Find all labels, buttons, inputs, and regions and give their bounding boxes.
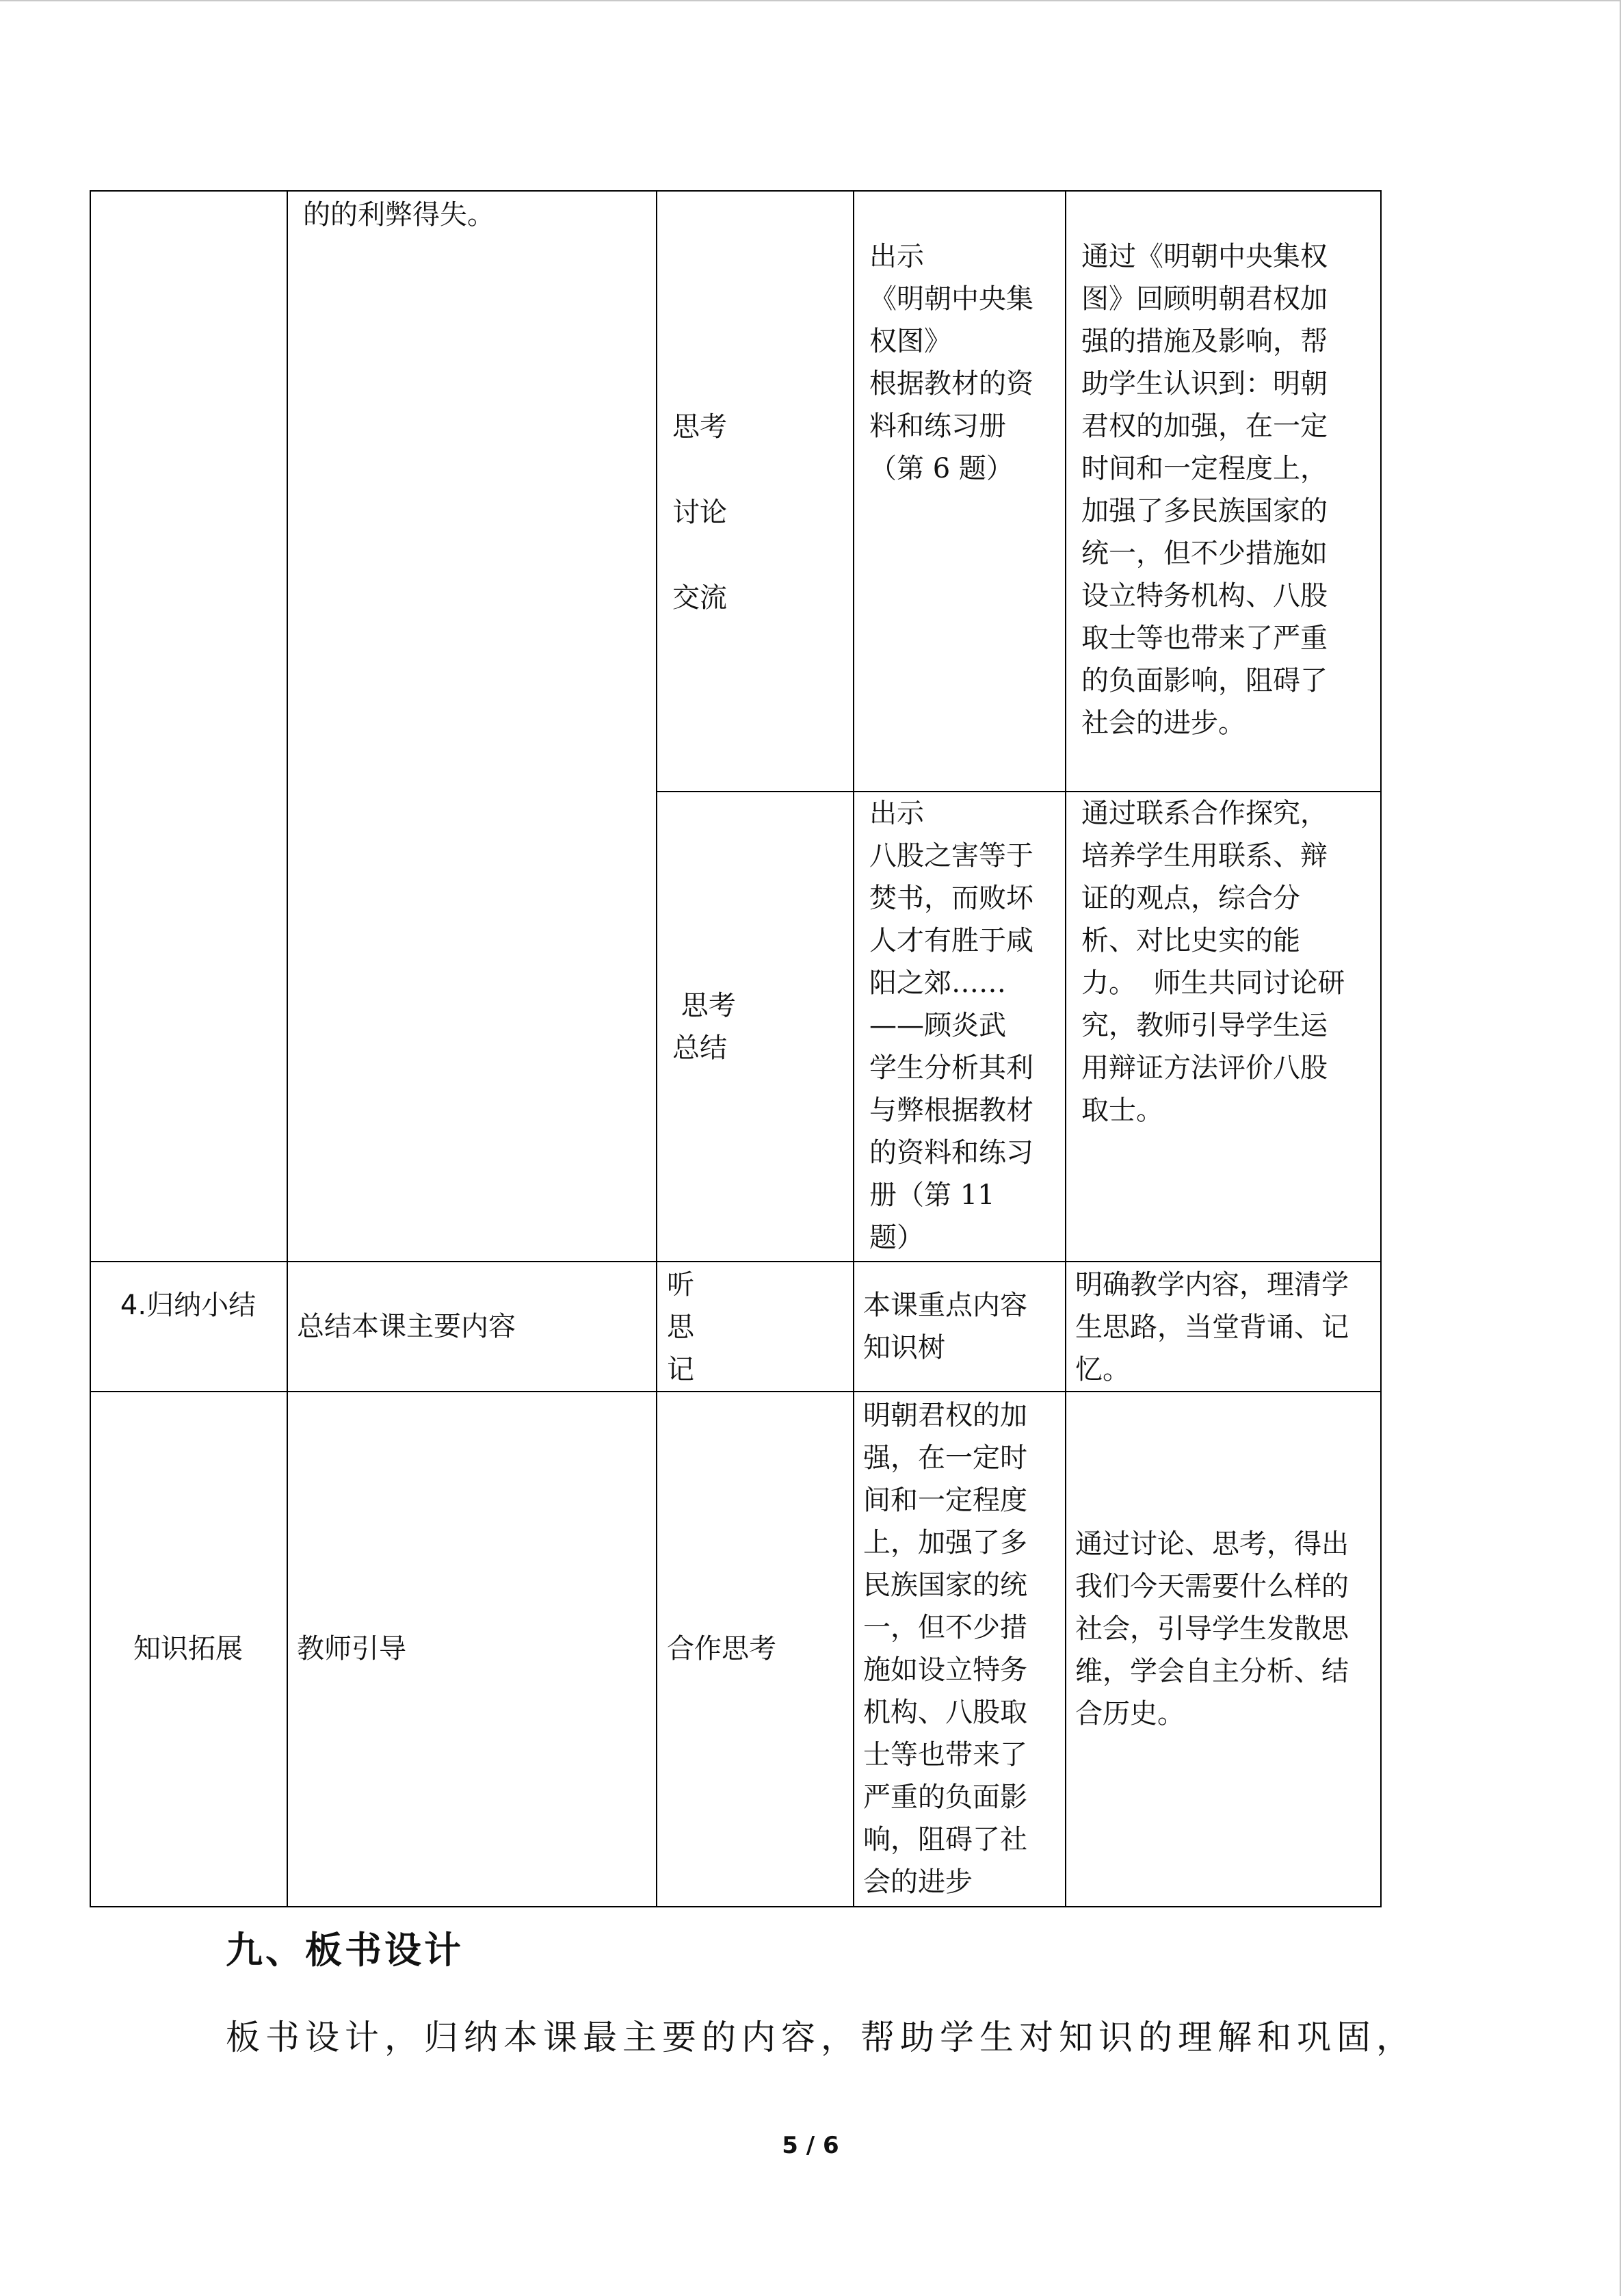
cell-line: 施如设立特务	[863, 1654, 1027, 1686]
table-border-col4	[1065, 190, 1066, 1907]
cell-line: 设立特务机构、八股	[1081, 580, 1328, 612]
cell-line: 通过《明朝中央集权	[1081, 241, 1328, 272]
table-border-right	[1380, 190, 1382, 1907]
cell-line: 人才有胜于咸	[869, 925, 1033, 956]
cell-line: 加强了多民族国家的	[1081, 495, 1328, 527]
cell-line: 权图》	[869, 326, 951, 357]
cell-line: 册（第 11	[869, 1179, 995, 1211]
cell-line: 八股之害等于	[869, 840, 1033, 872]
cell-line: 思考	[672, 990, 736, 1021]
table-border-top	[90, 190, 1382, 192]
row1-teacher-cell	[303, 194, 495, 236]
cell-line: 阳之郊……	[869, 967, 1006, 999]
row3-student-cell	[667, 1628, 776, 1670]
page-top-border	[0, 0, 1621, 1]
cell-line: 料和练习册	[869, 410, 1006, 442]
table-border-row3	[90, 1391, 1382, 1392]
section-heading: 九、板书设计	[226, 1928, 464, 1972]
table-border-bottom	[90, 1906, 1382, 1907]
cell-line: 学生分析其利	[869, 1052, 1033, 1084]
cell-line: 民族国家的统	[863, 1569, 1027, 1601]
section-paragraph: 板书设计，归纳本课最主要的内容，帮助学生对知识的理解和巩固，	[226, 2018, 1416, 2057]
cell-line: 讨论	[672, 497, 727, 528]
cell-line: 记	[667, 1354, 694, 1385]
cell-line: 的的利弊得失。	[303, 199, 495, 231]
cell-line: 图》回顾明朝君权加	[1081, 283, 1328, 315]
cell-line: 知识拓展	[133, 1633, 243, 1665]
cell-line: 思	[667, 1312, 694, 1343]
cell-line: 培养学生用联系、辩	[1081, 840, 1328, 872]
cell-line: 统一，但不少措施如	[1081, 538, 1328, 569]
cell-line: 《明朝中央集	[869, 283, 1033, 315]
cell-line: 知识树	[863, 1332, 945, 1364]
cell-line: 思考	[672, 411, 727, 443]
cell-line: 明朝君权的加	[863, 1400, 1027, 1431]
cell-line: 焚书，而败坏	[869, 883, 1033, 914]
row2-purpose-cell	[1075, 1264, 1349, 1391]
cell-line: 生思路，当堂背诵、记	[1075, 1312, 1349, 1343]
cell-line: 助学生认识到：明朝	[1081, 368, 1328, 400]
row1b-purpose-cell	[1081, 792, 1345, 1132]
cell-line: 本课重点内容	[863, 1290, 1027, 1321]
cell-line: 教师引导	[297, 1633, 406, 1665]
cell-line: 的资料和练习	[869, 1137, 1033, 1169]
cell-line: 社会的进步。	[1081, 707, 1246, 739]
cell-line: 时间和一定程度上，	[1081, 453, 1328, 484]
cell-line: 根据教材的资	[869, 368, 1033, 400]
row2-stage-cell	[90, 1284, 287, 1327]
cell-line: 题）	[869, 1222, 924, 1253]
cell-line: 证的观点，综合分	[1081, 883, 1300, 914]
cell-line: 究，教师引导学生运	[1081, 1010, 1328, 1041]
row1b-student-cell	[672, 984, 736, 1069]
cell-line: 响，阻碍了社	[863, 1824, 1027, 1855]
row1a-material-cell	[869, 235, 1033, 490]
cell-line: 通过联系合作探究，	[1081, 798, 1328, 829]
cell-line: 总结本课主要内容	[297, 1311, 516, 1342]
cell-line: 与弊根据教材	[869, 1095, 1033, 1126]
cell-line: 严重的负面影	[863, 1782, 1027, 1813]
row2-teacher-cell	[297, 1305, 516, 1348]
cell-line: 的负面影响，阻碍了	[1081, 665, 1328, 696]
cell-line: 析、对比史实的能	[1081, 925, 1300, 956]
cell-line: 维，学会自主分析、结	[1075, 1656, 1349, 1687]
cell-line: 机构、八股取	[863, 1697, 1027, 1728]
table-border-col1	[287, 190, 288, 1907]
cell-line: （第 6 题）	[869, 453, 1014, 484]
row3-material-cell	[863, 1394, 1027, 1903]
cell-line: 交流	[672, 582, 727, 614]
row1a-purpose-cell	[1081, 235, 1328, 744]
table-border-col2	[656, 190, 657, 1907]
cell-line: 4.归纳小结	[120, 1290, 256, 1321]
row3-teacher-cell	[297, 1628, 406, 1670]
cell-line: 通过讨论、思考，得出	[1075, 1528, 1349, 1560]
cell-line: 听	[667, 1269, 694, 1301]
table-border-col3	[853, 190, 854, 1907]
row1b-material-cell	[869, 792, 1033, 1259]
cell-line: 合作思考	[667, 1633, 776, 1665]
cell-line: 士等也带来了	[863, 1739, 1027, 1771]
row3-purpose-cell	[1075, 1523, 1349, 1735]
cell-line: 一，但不少措	[863, 1612, 1027, 1643]
cell-line: ——顾炎武	[869, 1010, 1006, 1041]
cell-line: 我们今天需要什么样的	[1075, 1571, 1349, 1602]
cell-line: 取士等也带来了严重	[1081, 623, 1328, 654]
cell-line: 上，加强了多	[863, 1527, 1027, 1558]
cell-line: 强的措施及影响，帮	[1081, 326, 1328, 357]
row3-stage-cell	[90, 1628, 287, 1670]
cell-line: 间和一定程度	[863, 1485, 1027, 1516]
cell-line: 用辩证方法评价八股	[1081, 1052, 1328, 1084]
cell-line: 合历史。	[1075, 1698, 1185, 1730]
cell-line: 社会，引导学生发散思	[1075, 1613, 1349, 1645]
cell-line: 取士。	[1081, 1095, 1163, 1126]
cell-line: 忆。	[1075, 1354, 1130, 1385]
cell-line: 力。 师生共同讨论研	[1081, 967, 1345, 999]
cell-line: 出示	[869, 241, 924, 272]
cell-line: 强，在一定时	[863, 1442, 1027, 1474]
cell-line: 君权的加强，在一定	[1081, 410, 1328, 442]
row1a-student-cell	[672, 384, 727, 641]
cell-line: 出示	[869, 798, 924, 829]
row2-material-cell	[863, 1284, 1027, 1369]
row2-student-cell	[667, 1264, 694, 1391]
cell-line: 明确教学内容，理清学	[1075, 1269, 1349, 1301]
page-number: 5 / 6	[782, 2132, 839, 2159]
cell-line: 会的进步	[863, 1866, 973, 1898]
cell-line: 总结	[672, 1032, 727, 1064]
table-border-row2	[90, 1261, 1382, 1262]
